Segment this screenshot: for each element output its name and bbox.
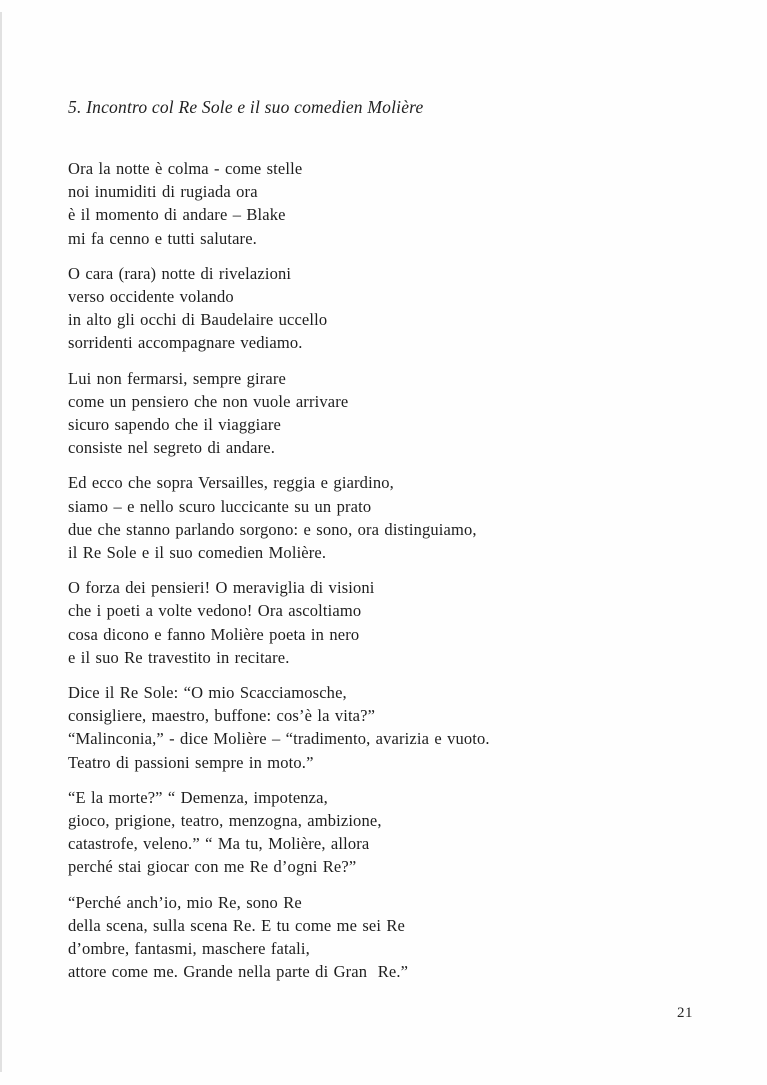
poem-line: sorridenti accompagnare vediamo. bbox=[68, 333, 303, 353]
poem-line: Lui non fermarsi, sempre girare bbox=[68, 368, 287, 388]
poem-line: in alto gli occhi di Baudelaire uccello bbox=[68, 310, 328, 330]
poem-line: verso occidente volando bbox=[68, 287, 234, 307]
poem-line: e il suo Re travestito in recitare. bbox=[68, 647, 290, 667]
poem-line: O cara (rara) notte di rivelazioni bbox=[68, 263, 292, 283]
poem-line: “Malinconia,” - dice Molière – “tradimento, avarizia e vuoto. bbox=[68, 729, 490, 749]
poem-line: che i poeti a volte vedono! Ora ascoltiamo bbox=[68, 601, 362, 621]
poem-line: consiste nel segreto di andare. bbox=[68, 438, 276, 458]
poem-line: Ora la notte è colma - come stelle bbox=[68, 159, 303, 178]
poem-line: O forza dei pensieri! O meraviglia di visioni bbox=[68, 578, 375, 598]
scan-edge-artifact bbox=[0, 12, 2, 1072]
poem-stanza bbox=[68, 891, 708, 984]
poem-line: due che stanno parlando sorgono: e sono, ora distinguiamo, bbox=[68, 519, 477, 539]
poem-line: “Perché anch’io, mio Re, sono Re bbox=[68, 892, 302, 912]
poem-line: è il momento di andare – Blake bbox=[68, 205, 286, 225]
poem-stanza bbox=[68, 576, 708, 669]
poem-stanza bbox=[68, 471, 708, 564]
poem-line: catastrofe, veleno.” “ Ma tu, Molière, allora bbox=[68, 834, 370, 854]
poem-stanza bbox=[68, 681, 708, 774]
poem-line: “E la morte?” “ Demenza, impotenza, bbox=[68, 787, 328, 807]
poem-line: siamo – e nello scuro luccicante su un prato bbox=[68, 496, 372, 516]
poem-line: gioco, prigione, teatro, menzogna, ambizione, bbox=[68, 811, 382, 831]
poem-title: 5. Incontro col Re Sole e il suo comedien Molière bbox=[68, 97, 424, 117]
poem-line: noi inumiditi di rugiada ora bbox=[68, 182, 258, 202]
poem-line: Teatro di passioni sempre in moto.” bbox=[68, 752, 314, 772]
poem-stanza bbox=[68, 157, 708, 250]
page-number: 21 bbox=[677, 1005, 693, 1021]
poem-stanza bbox=[68, 262, 708, 355]
poem-stanza bbox=[68, 786, 708, 879]
poem-line: Ed ecco che sopra Versailles, reggia e giardino, bbox=[68, 473, 394, 493]
poem-line: mi fa cenno e tutti salutare. bbox=[68, 228, 257, 248]
poem-line: sicuro sapendo che il viaggiare bbox=[68, 415, 281, 435]
poem-line: il Re Sole e il suo comedien Molière. bbox=[68, 543, 327, 563]
poem-line: attore come me. Grande nella parte di Gran Re.” bbox=[68, 962, 409, 982]
poem-line: come un pensiero che non vuole arrivare bbox=[68, 391, 349, 411]
poem-line: perché stai giocar con me Re d’ogni Re?” bbox=[68, 857, 357, 877]
poem-line: Dice il Re Sole: “O mio Scacciamosche, bbox=[68, 683, 347, 703]
poem-line: d’ombre, fantasmi, maschere fatali, bbox=[68, 939, 310, 959]
poem-body bbox=[68, 157, 708, 996]
poem-line: consigliere, maestro, buffone: cos’è la vita?” bbox=[68, 706, 376, 726]
poem-stanza bbox=[68, 367, 708, 460]
poem-line: della scena, sulla scena Re. E tu come me sei Re bbox=[68, 915, 405, 935]
poem-line: cosa dicono e fanno Molière poeta in nero bbox=[68, 624, 360, 644]
